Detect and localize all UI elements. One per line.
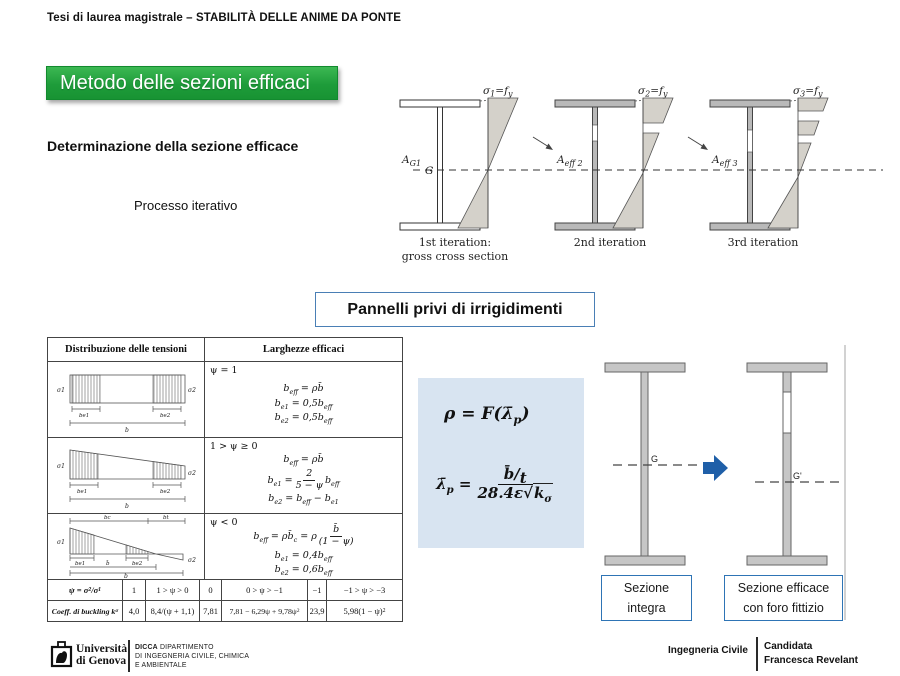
formula-line: $b_{eff}$ = ρb̄	[283, 382, 324, 396]
area-label-2: $A_{eff 2}$	[557, 154, 583, 168]
larghezze-cell-2	[205, 438, 402, 513]
formula-line: $b_{eff}$ = ρb̄	[283, 453, 324, 467]
centroid-label: G	[425, 165, 434, 177]
department-line2: DI INGEGNERIA CIVILE, CHIMICA	[135, 653, 250, 660]
svg-text:be2: be2	[160, 413, 171, 419]
svg-text:be2: be2	[160, 489, 171, 495]
caption-3: 3rd iteration	[727, 236, 799, 249]
section-title-text: Metodo delle sezioni efficaci	[60, 71, 310, 94]
k-value: 8,4/(ψ + 1,1)	[146, 601, 200, 621]
sigma-label-3: $\sigma_3=f_y$	[793, 85, 823, 99]
process-label: Processo iterativo	[134, 198, 238, 213]
psi-condition: 1 > ψ ≥ 0	[210, 441, 258, 452]
svg-text:bc: bc	[104, 515, 111, 521]
area-label-1: $A_{G1}$	[402, 154, 422, 168]
table-header-row	[48, 338, 402, 361]
table-row	[48, 513, 402, 579]
sezione-efficace-line1: Sezione efficace	[737, 581, 830, 595]
buckling-coeff-row	[48, 600, 402, 621]
svg-text:σ1: σ1	[57, 463, 65, 470]
iteration-arrow-2	[688, 137, 708, 150]
svg-text:σ1: σ1	[57, 387, 65, 394]
course-name: Ingegneria Civile	[667, 645, 748, 656]
stress-distribution-diagram-2	[48, 438, 205, 513]
iteration-figure	[385, 85, 890, 270]
header-larghezze: Larghezze efficaci	[262, 344, 345, 355]
psi-ratio-row	[48, 579, 402, 600]
divider-line	[844, 345, 846, 620]
svg-text:be1: be1	[77, 489, 88, 495]
transform-arrow	[703, 455, 728, 481]
svg-text:be2: be2	[132, 561, 143, 567]
k-value: 7,81	[200, 601, 222, 621]
table-row	[48, 437, 402, 513]
lambda-lhs: $\lambdā_p$ =	[436, 475, 472, 497]
larghezze-cell-3	[205, 514, 402, 579]
sezione-integra-box	[601, 575, 692, 621]
psi-value: −1	[308, 580, 327, 600]
ibeam-integra	[605, 363, 685, 565]
psi-value: 0	[200, 580, 222, 600]
footer-separator-1	[128, 640, 130, 672]
web-hole	[748, 130, 753, 152]
department-line1: DICCA DIPARTIMENTO	[135, 644, 214, 651]
formula-line: $b_{e2} = 0,6b_{eff}$	[274, 564, 333, 578]
ibeam-efficace	[747, 363, 827, 565]
stress-diagram-3	[768, 98, 828, 228]
psi-value: −1 > ψ > −3	[343, 585, 386, 595]
subtitle: Determinazione della sezione efficace	[47, 138, 299, 154]
svg-text:be1: be1	[75, 561, 86, 567]
svg-text:b: b	[125, 427, 129, 434]
department-name	[135, 643, 249, 670]
stress-diagram-2	[613, 98, 673, 228]
web-hole	[593, 125, 598, 141]
formula-line: $b_{e1} = 0,4b_{eff}$	[274, 549, 333, 563]
svg-text:b: b	[124, 573, 128, 580]
g-label: G	[651, 454, 659, 464]
stress-distribution-diagram-1	[48, 362, 205, 437]
formula-line: $b_{e2} = 0,5b_{eff}$	[274, 412, 333, 426]
buckling-label: Coeff. di buckling k σ	[48, 601, 123, 621]
svg-text:σ1: σ1	[57, 539, 65, 546]
unige-logo	[50, 641, 74, 669]
university-line2: di Genova	[76, 655, 127, 667]
lambda-numerator: b̄/t	[498, 466, 533, 485]
sezione-efficace-box	[724, 575, 843, 621]
psi-value: 1	[123, 580, 146, 600]
slide-header: Tesi di laurea magistrale – STABILITÀ DELLE ANIME DA PONTE	[47, 12, 402, 24]
sezione-efficace-line2: con foro fittizio	[743, 601, 824, 615]
formula-line: $b_{e1} = 0,5b_{eff}$	[274, 397, 333, 411]
formula-line: $b_{e2} = b_{eff} - b_{e1}$	[268, 493, 339, 507]
psi-ratio-label: ψ = σ 2 /σ 1	[48, 580, 123, 600]
caption-1b: gross cross section	[401, 250, 509, 263]
svg-text:bt: bt	[163, 515, 169, 521]
stress-distribution-diagram-3	[48, 514, 205, 579]
svg-text:b̄: b̄	[106, 561, 110, 567]
svg-text:b: b	[125, 503, 129, 510]
sezione-integra-line2: integra	[627, 601, 666, 615]
svg-text:σ2: σ2	[188, 470, 196, 477]
k-value: 4,0	[123, 601, 146, 621]
header-distribuzione: Distribuzione delle tensioni	[48, 338, 205, 361]
section-title-banner	[46, 66, 338, 100]
psi-condition: ψ < 0	[210, 517, 238, 528]
svg-text:be1: be1	[79, 413, 90, 419]
candidate-name: Francesca Revelant	[764, 655, 858, 666]
sigma-label-2: $\sigma_2=f_y$	[638, 85, 668, 99]
larghezze-cell-1	[205, 362, 402, 437]
university-name	[76, 643, 127, 667]
lambda-formula	[436, 466, 553, 506]
candidate-block	[764, 640, 858, 668]
effective-width-table	[47, 337, 403, 622]
panel-title-box	[315, 292, 595, 327]
formula-line: $b_{eff}$ = $\rho b̄_c = \rho$ $\frac{b̄}{(1 - \psi)}$	[253, 523, 354, 547]
g-prime-label: G'	[793, 471, 802, 481]
footer-separator-2	[756, 637, 758, 671]
department-line3: E AMBIENTALE	[135, 662, 187, 669]
k-value: 23,9	[308, 601, 327, 621]
psi-value: 0 > ψ > −1	[222, 580, 308, 600]
sigma-label-1: $\sigma_1=f_y$	[483, 85, 513, 99]
university-line1: Università	[76, 643, 128, 655]
area-label-3: $A_{eff 3}$	[712, 154, 738, 168]
iteration-arrow-1	[533, 137, 553, 150]
formula-line: $b_{e1}$ = $\frac{2}{5 - \psi}$ $b_{eff}$	[267, 467, 340, 491]
table-row	[48, 361, 402, 437]
rho-formula: $\rho = F(\lambdā_p)$	[444, 404, 530, 427]
svg-text:σ2: σ2	[188, 387, 196, 394]
panel-title-text: Pannelli privi di irrigidimenti	[347, 300, 563, 318]
candidate-label: Candidata	[764, 641, 813, 652]
caption-1a: 1st iteration:	[418, 236, 492, 249]
fictitious-hole	[783, 392, 791, 433]
svg-text:σ2: σ2	[188, 557, 196, 564]
stress-diagram-1	[458, 98, 518, 228]
caption-2: 2nd iteration	[573, 236, 647, 249]
psi-value: 1 > ψ > 0	[146, 580, 200, 600]
lambda-denominator: $28.4\varepsilon√k_\sigma$	[477, 484, 552, 506]
k-value: 7,81 − 6,29ψ + 9,78ψ 2	[222, 601, 308, 621]
formula-box	[418, 378, 584, 548]
psi-condition: ψ = 1	[210, 365, 238, 376]
sezione-integra-line1: Sezione	[623, 581, 670, 595]
k-value: 5,98(1 − ψ) 2	[343, 606, 386, 616]
